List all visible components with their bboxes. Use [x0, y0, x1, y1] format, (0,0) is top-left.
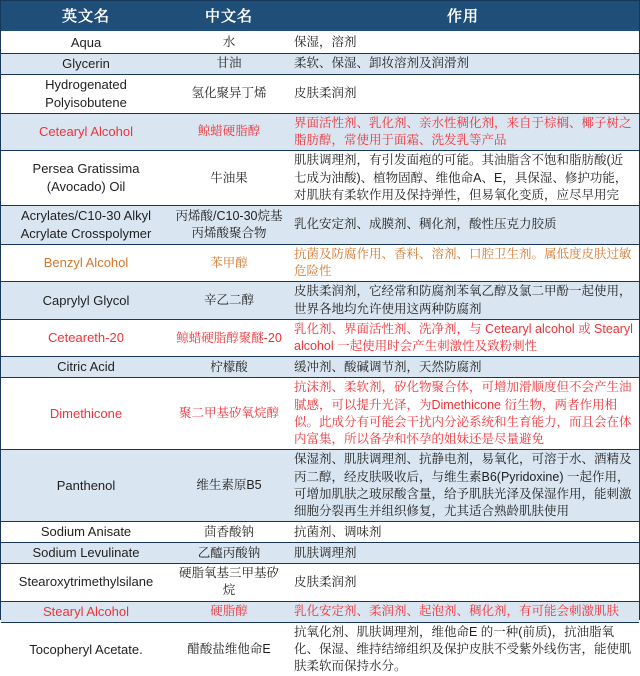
- table-row: [1, 74, 639, 113]
- ingredient-english-name: Aqua: [70, 35, 102, 50]
- table-row: [1, 319, 639, 357]
- ingredient-english-name: Cetearyl Alcohol: [39, 124, 133, 140]
- ingredient-english-name: Persea Gratissima (Avocado) Oil: [32, 161, 140, 195]
- ingredient-chinese-name: 硬脂醇: [210, 604, 248, 619]
- ingredient-chinese-name: 辛乙二醇: [203, 293, 254, 307]
- ingredient-chinese-name: 乙醯丙酸钠: [197, 545, 261, 560]
- ingredient-effect: 抗菌及防腐作用、香料、溶剂、口腔卫生剂。属低度皮肤过敏危险性: [294, 246, 632, 279]
- table-row: [1, 151, 639, 206]
- ingredient-chinese-name: 醋酸盐维他命E: [187, 641, 271, 656]
- ingredient-chinese-name: 聚二甲基矽氧烷醇: [178, 406, 279, 421]
- ingredient-chinese-name: 硬脂氧基三甲基矽烷: [178, 566, 279, 598]
- ingredient-chinese-name: 茴香酸钠: [203, 524, 254, 539]
- table-row: [1, 244, 639, 282]
- ingredient-effect: 保湿，溶剂: [294, 35, 357, 50]
- ingredient-chinese-name: 水: [222, 35, 236, 50]
- ingredient-effect: 肌肤调理剂，有引发面疱的可能。其油脂含不饱和脂肪酸(近七成为油酸)、植物固醇、维他命A、E，具保湿、修护功能，对肌肤有柔软作用及保持弹性，但易氧化变质，应尽早用完: [294, 153, 628, 202]
- ingredient-english-name: Stearyl Alcohol: [43, 603, 129, 619]
- ingredient-chinese-name: 维生素原B5: [196, 478, 262, 493]
- ingredient-english-name: Acrylates/C10-30 Alkyl Acrylate Crosspolymer: [20, 208, 152, 241]
- table-row: [1, 564, 639, 602]
- table-row: [1, 32, 639, 53]
- table-row: [1, 113, 639, 151]
- ingredient-effect: 抗菌剂、调味剂: [294, 524, 382, 539]
- ingredient-effect: 柔软、保湿、卸妆溶剂及润滑剂: [294, 56, 470, 71]
- ingredient-english-name: Caprylyl Glycol: [42, 292, 130, 308]
- ingredient-effect: 肌肤调理剂: [294, 545, 357, 560]
- table-header-row: [1, 1, 639, 32]
- ingredient-chinese-name: 苯甲醇: [210, 255, 248, 270]
- ingredient-english-name: Glycerin: [62, 55, 110, 71]
- ingredient-english-name: Sodium Anisate: [40, 524, 132, 540]
- table-row: [1, 601, 639, 622]
- ingredient-effect: 保湿剂、肌肤调理剂、抗静电剂，易氧化，可溶于水、酒精及丙二醇，经皮肤吸收后，与维生素B6(Pyridoxine) 一起作用，可增加肌肤之玻尿酸含量，给予肌肤光泽及保湿作用，能刺激细胞分裂再生并组织修复，尤其适合熟龄肌肤使用: [294, 452, 632, 519]
- table-row: [1, 206, 639, 245]
- table-row: [1, 282, 639, 320]
- ingredient-english-name: Panthenol: [56, 477, 116, 493]
- ingredient-chinese-name: 鲸蜡硬脂醇聚醚-20: [176, 330, 282, 345]
- ingredient-effect: 乳化安定剂、成膜剂、稠化剂，酸性压克力胶质: [294, 217, 557, 232]
- ingredient-effect: 抗氧化剂、肌肤调理剂，维他命E 的一种(前质)，抗油脂氧化、保湿、维持结缔组织及保护皮肤不受紫外线伤害，能使肌肤柔软而保持水分。: [294, 624, 632, 674]
- ingredient-english-name: Hydrogenated Polyisobutene: [45, 76, 127, 110]
- table-body: [1, 32, 639, 676]
- table-row: [1, 522, 639, 543]
- ingredient-effect: 界面活性剂、乳化剂、亲水性稠化剂，来自于棕榈、椰子树之脂肪醇，常使用于面霜、洗发乳等产品: [294, 115, 632, 147]
- ingredient-table-grid: [1, 1, 639, 676]
- ingredient-chinese-name: 甘油: [216, 56, 242, 71]
- ingredient-english-name: Dimethicone: [49, 405, 123, 421]
- ingredient-english-name: Ceteareth-20: [48, 330, 124, 346]
- ingredient-english-name: Stearoxytrimethylsilane: [18, 574, 154, 590]
- ingredient-chinese-name: 柠檬酸: [210, 359, 248, 374]
- ingredient-chinese-name: 鲸蜡硬脂醇: [197, 124, 261, 139]
- column-header-effect: 作用: [287, 1, 639, 32]
- ingredient-effect: 抗沫剂、柔软剂，矽化物聚合体，可增加滑顺度但不会产生油腻感，可以提升光泽，为Dimethicone 衍生物，两者作用相似。此成分有可能会干扰内分泌系统和生育能力，而且会在体内富集，所以备孕和怀孕的姐妹还是尽量避免: [294, 380, 632, 447]
- ingredient-english-name: Benzyl Alcohol: [43, 255, 129, 271]
- table-row: [1, 378, 639, 450]
- table-row: [1, 622, 639, 676]
- table-row: [1, 357, 639, 378]
- ingredient-chinese-name: 丙烯酸/C10-30烷基丙烯酸聚合物: [175, 208, 283, 240]
- ingredient-english-name: Citric Acid: [57, 359, 115, 375]
- ingredient-chinese-name: 氢化聚异丁烯: [191, 86, 267, 101]
- ingredient-english-name: Sodium Levulinate: [32, 545, 140, 561]
- ingredient-effect: 皮肤柔润剂: [294, 86, 357, 101]
- ingredient-english-name: Tocopheryl Acetate.: [29, 641, 143, 657]
- ingredient-effect: 乳化安定剂、柔润剂、起泡剂、稠化剂，有可能会刺激肌肤: [294, 604, 620, 619]
- ingredient-effect: 乳化剂、界面活性剂、洗净剂，与 Cetearyl alcohol 或 Stearyl alcohol 一起使用时会产生刺激性及致粉刺性: [294, 321, 633, 354]
- ingredient-effect: 皮肤柔润剂，它经常和防腐剂苯氧乙醇及氯二甲酚一起使用，世界各地均允许使用这两种防腐剂: [294, 284, 632, 316]
- ingredient-effect: 缓冲剂、酸碱调节剂，天然防腐剂: [294, 359, 482, 374]
- column-header-chinese-name: 中文名: [171, 1, 287, 32]
- table-row: [1, 543, 639, 564]
- ingredient-chinese-name: 牛油果: [210, 170, 248, 185]
- table-row: [1, 450, 639, 522]
- column-header-english-name: 英文名: [1, 1, 171, 32]
- table-row: [1, 53, 639, 74]
- ingredient-effect: 皮肤柔润剂: [294, 574, 357, 589]
